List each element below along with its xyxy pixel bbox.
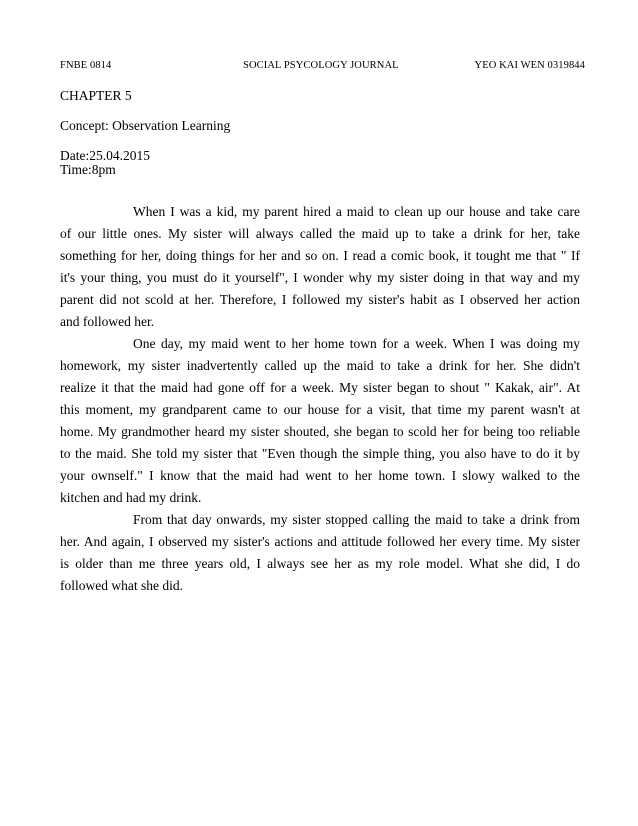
paragraph-1-line-1: When I was a kid, my parent hired a maid to clean up our house and take care — [133, 204, 580, 219]
paragraph-2-line-4: this moment, my grandparent came to our house for a visit, that time my parent wasn't at — [60, 402, 580, 417]
paragraph-2-line-8: kitchen and had my drink. — [60, 490, 202, 505]
paragraph-2-line-3: realize it that the maid had gone off for a week. My sister began to shout " Kakak, air". At — [60, 380, 580, 395]
paragraph-2-line-5: home. My grandmother heard my sister shouted, she began to scold her for being too reliable — [60, 424, 580, 439]
paragraph-2-line-2: homework, my sister inadvertently called up the maid to take a drink for her. She didn't — [60, 358, 580, 373]
header-course-code: FNBE 0814 — [60, 60, 112, 71]
paragraph-2-line-7: your ownself." I know that the maid had went to her home town. I slowy walked to the — [60, 468, 580, 483]
paragraph-3-line-1: From that day onwards, my sister stopped calling the maid to take a drink from — [133, 512, 580, 527]
paragraph-1-line-4: it's your thing, you must do it yourself", I wonder why my sister doing in that way and my — [60, 270, 580, 285]
paragraph-3-line-4: followed what she did. — [60, 578, 183, 593]
header-author: YEO KAI WEN 0319844 — [474, 60, 585, 71]
paragraph-1-line-6: and followed her. — [60, 314, 155, 329]
date-line: Date:25.04.2015 — [60, 148, 150, 163]
header-journal-title: SOCIAL PSYCOLOGY JOURNAL — [243, 60, 399, 71]
paragraph-3-line-3: is older than me three years old, I always see her as my role model. What she did, I do — [60, 556, 580, 571]
paragraph-1-line-5: parent did not scold at her. Therefore, I followed my sister's habit as I observed her action — [60, 292, 580, 307]
concept-line: Concept: Observation Learning — [60, 118, 231, 133]
paragraph-2-line-1: One day, my maid went to her home town for a week. When I was doing my — [133, 336, 580, 351]
paragraph-2-line-6: to the maid. She told my sister that "Even though the simple thing, you also have to do it by — [60, 446, 580, 461]
chapter-heading: CHAPTER 5 — [60, 88, 132, 103]
time-line: Time:8pm — [60, 162, 116, 177]
paragraph-1-line-2: of our little ones. My sister will always called the maid up to take a drink for her, take — [60, 226, 580, 241]
paragraph-1-line-3: something for her, doing things for her and so on. I read a comic book, it tought me that " If — [60, 248, 580, 263]
paragraph-3-line-2: her. And again, I observed my sister's actions and attitude followed her every time. My sister — [60, 534, 580, 549]
